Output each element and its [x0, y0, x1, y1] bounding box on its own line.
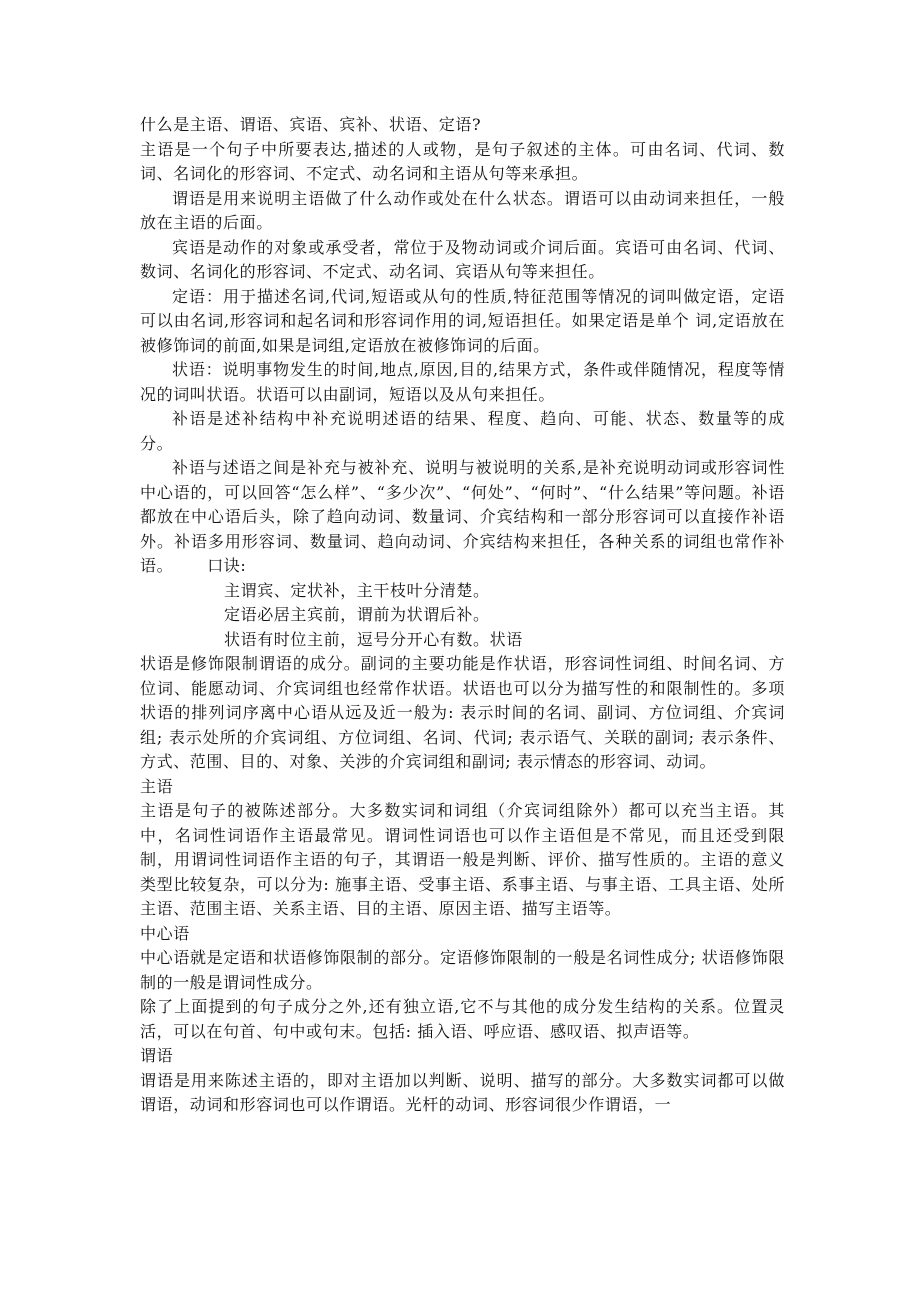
paragraph-complement-relation [140, 456, 785, 579]
paragraph-head-word-detail: 中心语就是定语和状语修饰限制的部分。定语修饰限制的一般是名词性成分; 状语修饰限制的一般是谓词性成分。 [140, 948, 785, 992]
heading-predicate: 谓语 [140, 1046, 174, 1065]
document-body [140, 113, 785, 1118]
heading-head-word: 中心语 [140, 923, 190, 943]
paragraph-attributive-definition: 定语：用于描述名词,代词,短语或从句的性质,特征范围等情况的词叫做定语，定语可以由名词,形容词和起名词和形容词作用的词,短语担任。如果定语是单个 词,定语放在被修饰词的前面,如果是词组,定语放在被修饰词的后面。 [140, 286, 785, 355]
complement-relation-text: 补语与述语之间是补充与被补充、说明与被说明的关系,是补充说明动词或形容词性中心语的，可以回答“怎么样”、“多少次”、“何处”、“何时”、“什么结果”等问题。补语都放在中心语后头，除了趋向动词、数量词、介宾结构和一部分形容词可以直接作补语外。补语多用形容词、数量词、趋向动词、介宾结构来担任，各种关系的词组也常作补语。 [140, 458, 785, 575]
paragraph-adverbial-definition: 状语：说明事物发生的时间,地点,原因,目的,结果方式，条件或伴随情况，程度等情况的词叫状语。状语可以由副词，短语以及从句来担任。 [140, 360, 785, 404]
mnemonic-line-2: 定语必居主宾前，谓前为状谓后补。 [224, 605, 490, 624]
paragraph-complement-definition: 补语是述补结构中补充说明述语的结果、程度、趋向、可能、状态、数量等的成分。 [140, 409, 785, 453]
mnemonic-label: 口诀: [207, 556, 247, 575]
paragraph-subject-definition: 主语是一个句子中所要表达,描述的人或物，是句子叙述的主体。可由名词、代词、数词、名词化的形容词、不定式、动名词和主语从句等来承担。 [140, 139, 785, 183]
paragraph-adverbial-detail: 状语是修饰限制谓语的成分。副词的主要功能是作状语，形容词性词组、时间名词、方位词、能愿动词、介宾词组也经常作状语。状语也可以分为描写性的和限制性的。多项状语的排列词序离中心语从远及近一般为: 表示时间的名词、副词、方位词组、介宾词组; 表示处所的介宾词组、方位词组、名词、代词; 表示语气、关联的副词; 表示条件、方式、范围、目的、对象、关涉的介宾词组和副词; 表示情态的形容词、动词。 [140, 654, 785, 771]
paragraph-predicate-detail: 谓语是用来陈述主语的，即对主语加以判断、说明、描写的部分。大多数实词都可以做谓语，动词和形容词也可以作谓语。光杆的动词、形容词很少作谓语，一 [140, 1070, 785, 1114]
heading-subject: 主语 [140, 776, 174, 796]
paragraph-object-definition: 宾语是动作的对象或承受者，常位于及物动词或介词后面。宾语可由名词、代词、数词、名词化的形容词、不定式、动名词、宾语从句等来担任。 [140, 237, 785, 281]
paragraph-predicate-definition: 谓语是用来说明主语做了什么动作或处在什么状态。谓语可以由动词来担任，一般放在主语的后面。 [140, 188, 785, 232]
mnemonic-line-1: 主谓宾、定状补，主干枝叶分清楚。 [224, 580, 490, 600]
document-title: 什么是主语、谓语、宾语、宾补、状语、定语? [140, 115, 482, 134]
paragraph-subject-detail: 主语是句子的被陈述部分。大多数实词和词组（介宾词组除外）都可以充当主语。其中，名词性词语作主语最常见。谓词性词语也可以作主语但是不常见，而且还受到限制，用谓词性词语作主语的句子，其谓语一般是判断、评价、描写性质的。主语的意义类型比较复杂，可以分为: 施事主语、受事主语、系事主语、与事主语、工具主语、处所主语、范围主语、关系主语、目的主语、原因主语、描写主语等。 [140, 801, 785, 918]
mnemonic-line-3: 状语有时位主前，逗号分开心有数。状语 [224, 629, 523, 649]
paragraph-independent-element: 除了上面提到的句子成分之外,还有独立语,它不与其他的成分发生结构的关系。位置灵活，可以在句首、句中或句末。包括: 插入语、呼应语、感叹语、拟声语等。 [140, 997, 785, 1041]
